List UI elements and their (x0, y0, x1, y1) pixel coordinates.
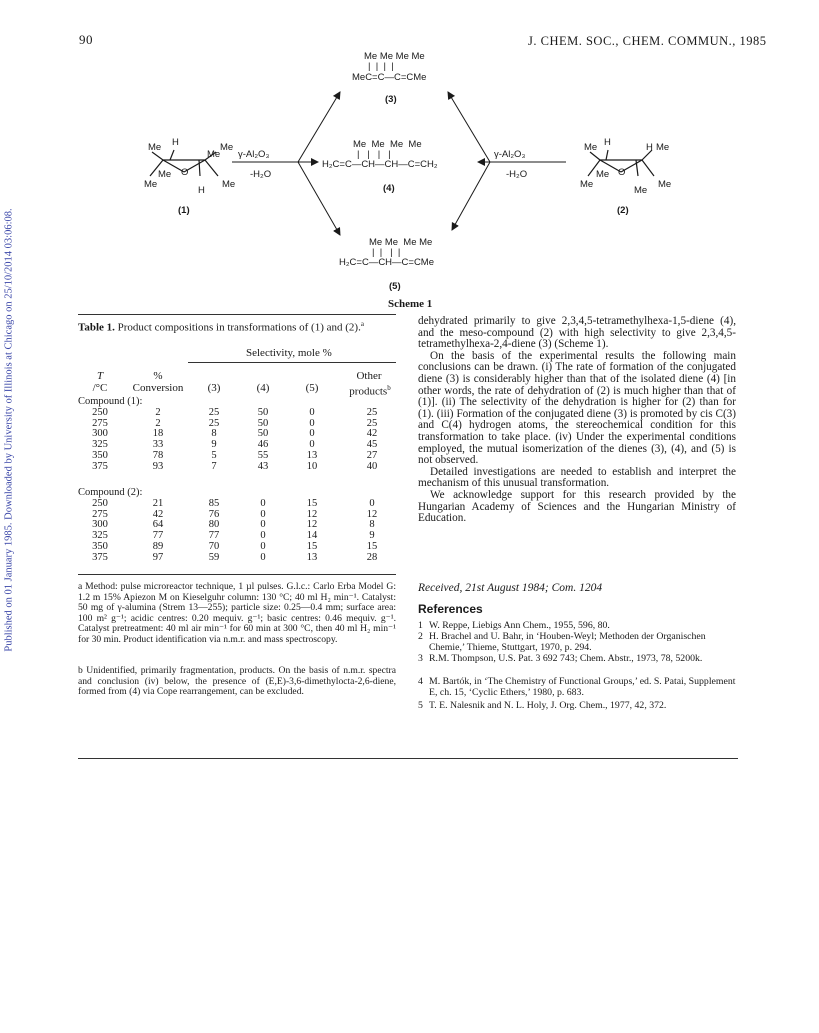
table-row (78, 429, 394, 440)
reference-item (418, 654, 738, 665)
table-cell: 85 (208, 498, 220, 509)
table-row (78, 520, 394, 531)
col-header-5: (5) (305, 382, 319, 394)
ep2-me-b: Me (656, 142, 670, 153)
ep1-me-f: Me (222, 179, 236, 190)
reference-item (418, 701, 738, 712)
col-header-conv-sym: % (153, 370, 163, 382)
table-row (78, 510, 394, 521)
ep1-me-e: Me (144, 179, 158, 190)
table-row (78, 542, 394, 553)
compound-5-line2: | | | | (372, 247, 401, 258)
reference-number: 2 (418, 631, 423, 642)
ep1-h-a: H (172, 137, 179, 148)
compound-3-line1: Me Me Me Me (364, 51, 425, 62)
arrow-2-to-5 (452, 162, 490, 230)
table-cell: 8 (369, 519, 375, 531)
body-text (418, 316, 736, 525)
footnote-a: a Method: pulse microreactor technique, 1 µl pulses. G.l.c.: Carlo Erba Model G: 1.2 m 15% Apiezon M on Kieselguhr column: 130 °C; 40 ml H₂ min⁻¹. Catalyst: 50 mg of γ-alumina (Strem 13—255); particle size: 0.25—0.4 mm; surface area: 100 m² g⁻¹; acidic centres: 0.20 mequiv. g⁻¹; basic centres: 0.46 mequiv. g⁻¹. Catalyst pretreatment: 40 ml air min⁻¹ for 60 min at 300 °C, then 40 ml H₂ min⁻¹ for 30 min. Product identification via n.m.r. and mass spectroscopy. (78, 581, 396, 645)
table-cell: 28 (366, 551, 378, 563)
references-heading: References (418, 602, 483, 616)
arrow-1-to-5 (298, 162, 340, 235)
table-cell: 50 (257, 417, 269, 429)
page-bottom-rule (78, 758, 738, 759)
paragraph-1: dehydrated primarily to give 2,3,4,5-tetramethylhexa-1,5-diene (4), and the meso-compound (2) with high selectivity to give 2,3,4,5-tetramethylhexa-2,4-diene (3) (Scheme 1). (418, 315, 736, 351)
table-cell: 10 (306, 460, 318, 472)
table-cell: 40 (366, 460, 378, 472)
table-row (78, 451, 394, 462)
compound-5-line1: Me Me Me Me (369, 237, 433, 248)
scheme-caption: Scheme 1 (388, 298, 433, 310)
ep1-oxygen: O (181, 167, 189, 178)
compound-3-formula: MeC=C—C=CMe (352, 72, 427, 83)
table-cell: 9 (211, 439, 217, 451)
compound-2-label: (2) (617, 205, 629, 216)
col-header-4: (4) (256, 382, 270, 394)
compound-4-line1: Me Me Me Me (353, 139, 422, 150)
reference-number: 5 (418, 700, 423, 711)
table-cell: 15 (306, 540, 318, 552)
reference-text: R.M. Thompson, U.S. Pat. 3 692 743; Chem. Abstr., 1973, 78, 5200k. (429, 653, 703, 664)
table-cell: 64 (152, 519, 164, 531)
paragraph-3: Detailed investigations are needed to establish and interpret the mechanism of this unusual transformation. (418, 465, 736, 490)
table-row (78, 408, 394, 419)
table-cell: 0 (260, 519, 266, 531)
table-cell: 2 (155, 407, 161, 418)
table-cell: 15 (306, 498, 318, 509)
table-cell: 350 (92, 449, 108, 461)
compound-4-label: (4) (383, 183, 395, 194)
table-cell: 25 (366, 417, 378, 429)
table-cell: 13 (306, 449, 318, 461)
reference-item (418, 677, 738, 698)
table-cell: 0 (369, 498, 375, 509)
table-cell: 89 (152, 540, 164, 552)
table-cell: 0 (260, 498, 266, 509)
table-caption (78, 320, 398, 334)
reference-text: W. Reppe, Liebigs Ann Chem., 1955, 596, 80. (429, 620, 610, 631)
ep1-h-b: H (198, 185, 205, 196)
compound-3-line2: | | | | (368, 61, 394, 72)
selectivity-rule (188, 362, 396, 363)
table-row (78, 419, 394, 430)
table-cell: 25 (208, 417, 220, 429)
table-cell: 5 (211, 449, 217, 461)
table-top-rule (78, 314, 396, 315)
table-cell: 12 (306, 519, 318, 531)
ep1-me-d: Me (158, 169, 172, 180)
table-cell: 70 (208, 540, 220, 552)
compound-4-line2: | | | | (357, 149, 391, 160)
table-cell: 59 (208, 551, 220, 563)
col-header-other: Other (356, 370, 382, 382)
table-row (78, 553, 394, 564)
reference-item (418, 632, 738, 653)
table-row (78, 440, 394, 451)
table-cell: 46 (257, 439, 269, 451)
reagent-left-water: -H₂O (250, 169, 272, 180)
ep2-me-c: Me (596, 169, 610, 180)
col-header-3: (3) (207, 382, 221, 394)
table-cell: 12 (306, 508, 318, 520)
table-row (78, 531, 394, 542)
compound-5-label: (5) (389, 281, 401, 292)
ep2-me-f: Me (658, 179, 672, 190)
table-cell: 2 (155, 417, 161, 429)
ep2-me-e: Me (634, 185, 648, 196)
table-cell: 43 (257, 460, 269, 472)
table-cell: 77 (208, 530, 220, 542)
table-cell: 15 (366, 540, 378, 552)
received-line: Received, 21st August 1984; Com. 1204 (418, 582, 603, 594)
download-sidebar-text: Published on 01 January 1985. Downloaded by University of Illinois at Chicago on 25/10/2014 03:06:08. (3, 208, 15, 652)
reference-number: 3 (418, 653, 423, 664)
table-cell: 0 (309, 417, 315, 429)
compound-1-label: (1) (178, 205, 190, 216)
table-caption-sup: a (360, 320, 364, 328)
col-header-conversion: Conversion (132, 382, 184, 394)
col-header-other-sup: b (387, 384, 391, 392)
arrow-1-to-3 (298, 92, 340, 162)
table-bottom-rule (78, 574, 396, 575)
compound-3-label: (3) (385, 94, 397, 105)
journal-header: J. CHEM. SOC., CHEM. COMMUN., 1985 (528, 34, 767, 48)
ep2-me-d: Me (580, 179, 594, 190)
col-header-other-sub (344, 382, 396, 398)
table-caption-text: Product compositions in transformations of (1) and (2). (117, 321, 361, 334)
table-cell: 14 (306, 530, 318, 542)
col-header-other-sub-text: products (349, 385, 388, 398)
table-cell: 42 (366, 428, 378, 440)
ep1-me-b: Me (220, 142, 234, 153)
reference-text: M. Bartók, in ‘The Chemistry of Functional Groups,’ ed. S. Patai, Supplement E, ch. 15, ‘Cyclic Ethers,’ 1980, p. 683. (429, 676, 736, 698)
table-cell: 55 (257, 449, 269, 461)
compound-5-formula: H₂C=C—CH—C=CMe (339, 257, 435, 268)
ep2-me-a: Me (584, 142, 598, 153)
table-cell: 375 (92, 551, 108, 563)
table-cell: 250 (92, 498, 108, 509)
table-row (78, 462, 394, 473)
table-cell: 0 (309, 428, 315, 440)
col-header-t: T (96, 370, 104, 382)
compound-4-formula: H₂C=C—CH—CH—C=CH₂ (322, 159, 438, 170)
ep2-h-b: H (646, 142, 653, 153)
reference-item (418, 621, 738, 632)
table-cell: 350 (92, 540, 108, 552)
table-cell: 78 (152, 449, 164, 461)
paragraph-4: We acknowledge support for this research provided by the Hungarian Academy of Sciences and the Hungarian Ministry of Education. (418, 488, 736, 525)
table-cell: 21 (152, 498, 164, 509)
group-1-label: Compound (1): (78, 396, 143, 407)
footnote-b: b Unidentified, primarily fragmentation, products. On the basis of n.m.r. spectra and conclusion (iv) below, the presence of (E,E)-3,6-dimethylocta-2,6-diene, formed from (4) via Cope rearrangement, can be excluded. (78, 665, 396, 698)
table-cell: 0 (309, 439, 315, 451)
reference-text: T. E. Nalesnik and N. L. Holy, J. Org. Chem., 1977, 42, 372. (429, 700, 667, 711)
paragraph-2: On the basis of the experimental results the following main conclusions can be drawn. (i) The rate of formation of the conjugated diene (3) is considerably higher than that of the isolated diene (4) [in other words, the rate of dehydration of (2) is much higher than that of (1)]. (ii) The selectivity of the dehydration is higher for (2) than for (1). (iii) Formation of the conjugated diene (3) is promoted by cis C(3) and C(4) hydrogen atoms, the stereochemical condition for this transformation to take place. (iv) Under the experimental conditions employed, the mutual isomerization of the dienes (3), (4), and (5) is not observed. (418, 349, 736, 467)
col-header-t-unit: /°C (92, 382, 108, 394)
table-cell: 0 (260, 508, 266, 520)
table-cell: 25 (366, 407, 378, 418)
table-cell: 97 (152, 551, 164, 563)
table-cell: 50 (257, 407, 269, 418)
table-cell: 50 (257, 428, 269, 440)
table-cell: 45 (366, 439, 378, 451)
reference-number: 4 (418, 676, 423, 687)
ep1-me-c: Me (207, 149, 221, 160)
ep2-oxygen: O (618, 167, 626, 178)
table-cell: 250 (92, 407, 108, 418)
table-cell: 18 (152, 428, 164, 440)
table-cell: 76 (208, 508, 220, 520)
table-row (78, 499, 394, 510)
table-cell: 375 (92, 460, 108, 472)
table-cell: 325 (92, 439, 108, 451)
table-cell: 27 (366, 449, 378, 461)
table-cell: 300 (92, 519, 108, 531)
selectivity-header: Selectivity, mole % (246, 347, 332, 359)
arrow-2-to-3 (448, 92, 490, 162)
table-cell: 325 (92, 530, 108, 542)
reagent-right-catalyst: γ-Al₂O₃ (494, 149, 526, 160)
table-cell: 13 (306, 551, 318, 563)
group-2-label: Compound (2): (78, 487, 143, 498)
table-cell: 0 (260, 530, 266, 542)
reference-number: 1 (418, 620, 423, 631)
table-cell: 93 (152, 460, 164, 472)
table-cell: 275 (92, 417, 108, 429)
table-cell: 25 (208, 407, 220, 418)
table-cell: 0 (260, 540, 266, 552)
table-caption-label: Table 1. (78, 321, 115, 334)
page-number: 90 (79, 32, 93, 47)
reagent-left-catalyst: γ-Al₂O₃ (238, 149, 270, 160)
table-cell: 0 (260, 551, 266, 563)
table-cell: 42 (152, 508, 164, 520)
table-cell: 9 (369, 530, 375, 542)
table-cell: 77 (152, 530, 164, 542)
table-cell: 7 (211, 460, 217, 472)
table-cell: 8 (211, 428, 217, 440)
reference-text: H. Brachel and U. Bahr, in ‘Houben-Weyl; Methoden der Organischen Chemie,’ Thieme, Stuttgart, 1970, p. 294. (429, 631, 706, 653)
reagent-right-water: -H₂O (506, 169, 528, 180)
table-cell: 275 (92, 508, 108, 520)
table-cell: 80 (208, 519, 220, 531)
table-cell: 33 (152, 439, 164, 451)
table-cell: 300 (92, 428, 108, 440)
ep2-h-a: H (604, 137, 611, 148)
ep1-me-a: Me (148, 142, 162, 153)
table-cell: 12 (366, 508, 378, 520)
table-cell: 0 (309, 407, 315, 418)
